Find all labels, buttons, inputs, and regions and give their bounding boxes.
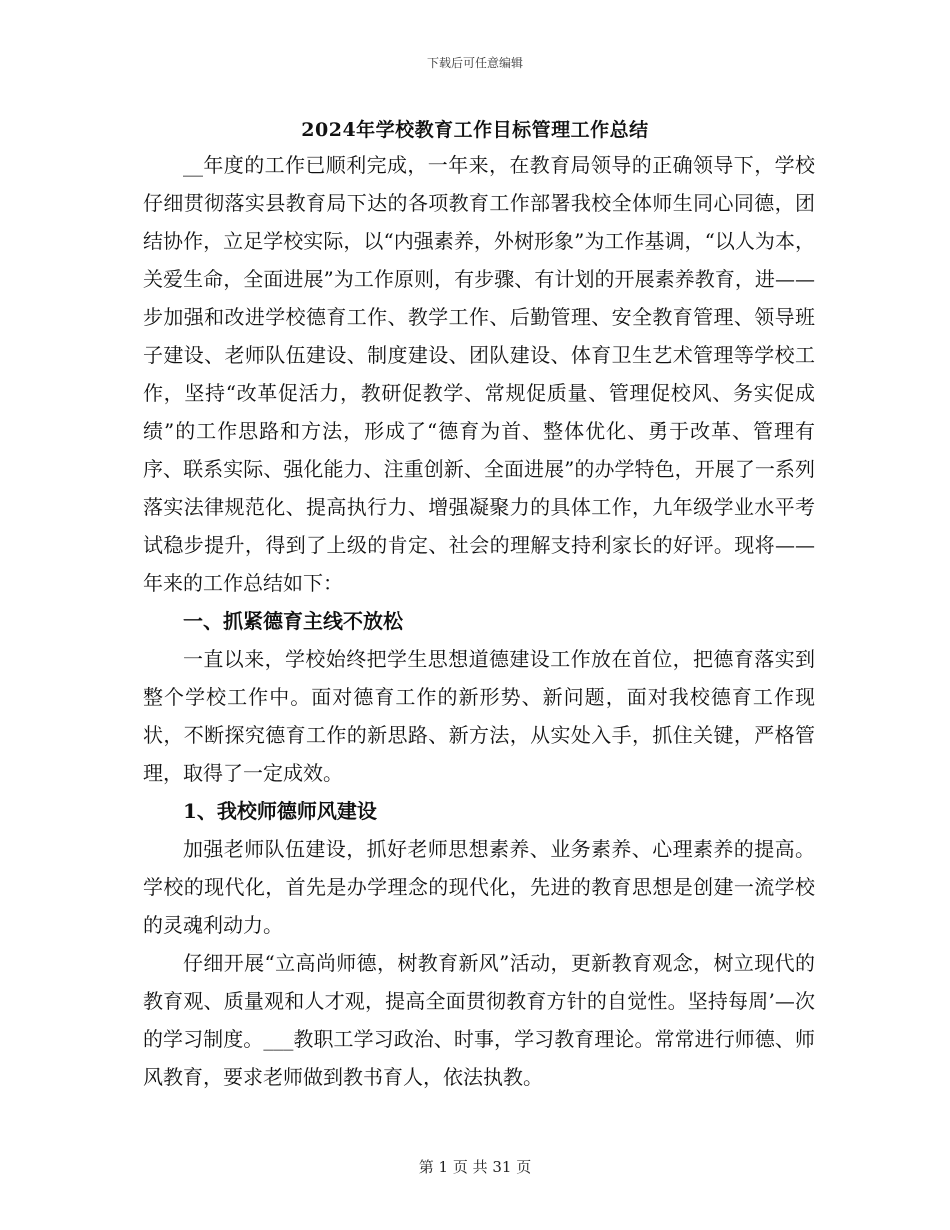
- subsection-paragraph-1: 加强老师队伍建设，抓好老师思想素养、业务素养、心理素养的提高。学校的现代化，首先是办学理念的现代化，先进的教育思想是创建一流学校的灵魂利动力。: [143, 837, 815, 937]
- page-number: 第 1 页 共 31 页: [418, 1158, 532, 1176]
- intro-paragraph: __年度的工作已顺利完成，一年来，在教育局领导的正确领导下，学校仔细贯彻落实县教育局下达的各项教育工作部署我校全体师生同心同德，团结协作，立足学校实际，以“内强素养，外树形象”为工作基调，“以人为本，关爱生命，全面进展”为工作原则，有步骤、有计划的开展素养教育，进——步加强和改进学校德育工作、教学工作、后勤管理、安全教育管理、领导班子建设、老师队伍建设、制度建设、团队建设、体育卫生艺术管理等学校工作，坚持“改革促活力，教研促教学、常规促质量、管理促校风、务实促成绩”的工作思路和方法，形成了“德育为首、整体优化、勇于改革、管理有序、联系实际、强化能力、注重创新、全面进展”的办学特色，开展了一系列落实法律规范化、提高执行力、增强凝聚力的具体工作，九年级学业水平考试稳步提升，得到了上级的肯定、社会的理解支持利家长的好评。现将——年来的工作总结如下：: [143, 153, 815, 595]
- subsection-paragraph-2: 仔细开展“立高尚师德，树教育新风”活动，更新教育观念，树立现代的教育观、质量观和人才观，提高全面贯彻教育方针的自觉性。坚持每周’—次的学习制度。___教职工学习政治、时事，学习教育理论。常常进行师德、师风教育，要求老师做到教书育人，依法执教。: [143, 951, 815, 1089]
- section-heading: 一、抓紧德育主线不放松: [183, 609, 403, 633]
- section-paragraph: 一直以来，学校始终把学生思想道德建设工作放在首位，把德育落实到整个学校工作中。面对德育工作的新形势、新问题，面对我校德育工作现状，不断探究德育工作的新思路、新方法，从实处入手，抓住关键，严格管理，取得了一定成效。: [143, 647, 815, 785]
- header-note: 下载后可任意编辑: [426, 56, 523, 70]
- subsection-heading: 1、我校师德师风建设: [183, 799, 377, 823]
- document-body: [143, 146, 815, 1096]
- document-title: 2024年学校教育工作目标管理工作总结: [301, 119, 649, 141]
